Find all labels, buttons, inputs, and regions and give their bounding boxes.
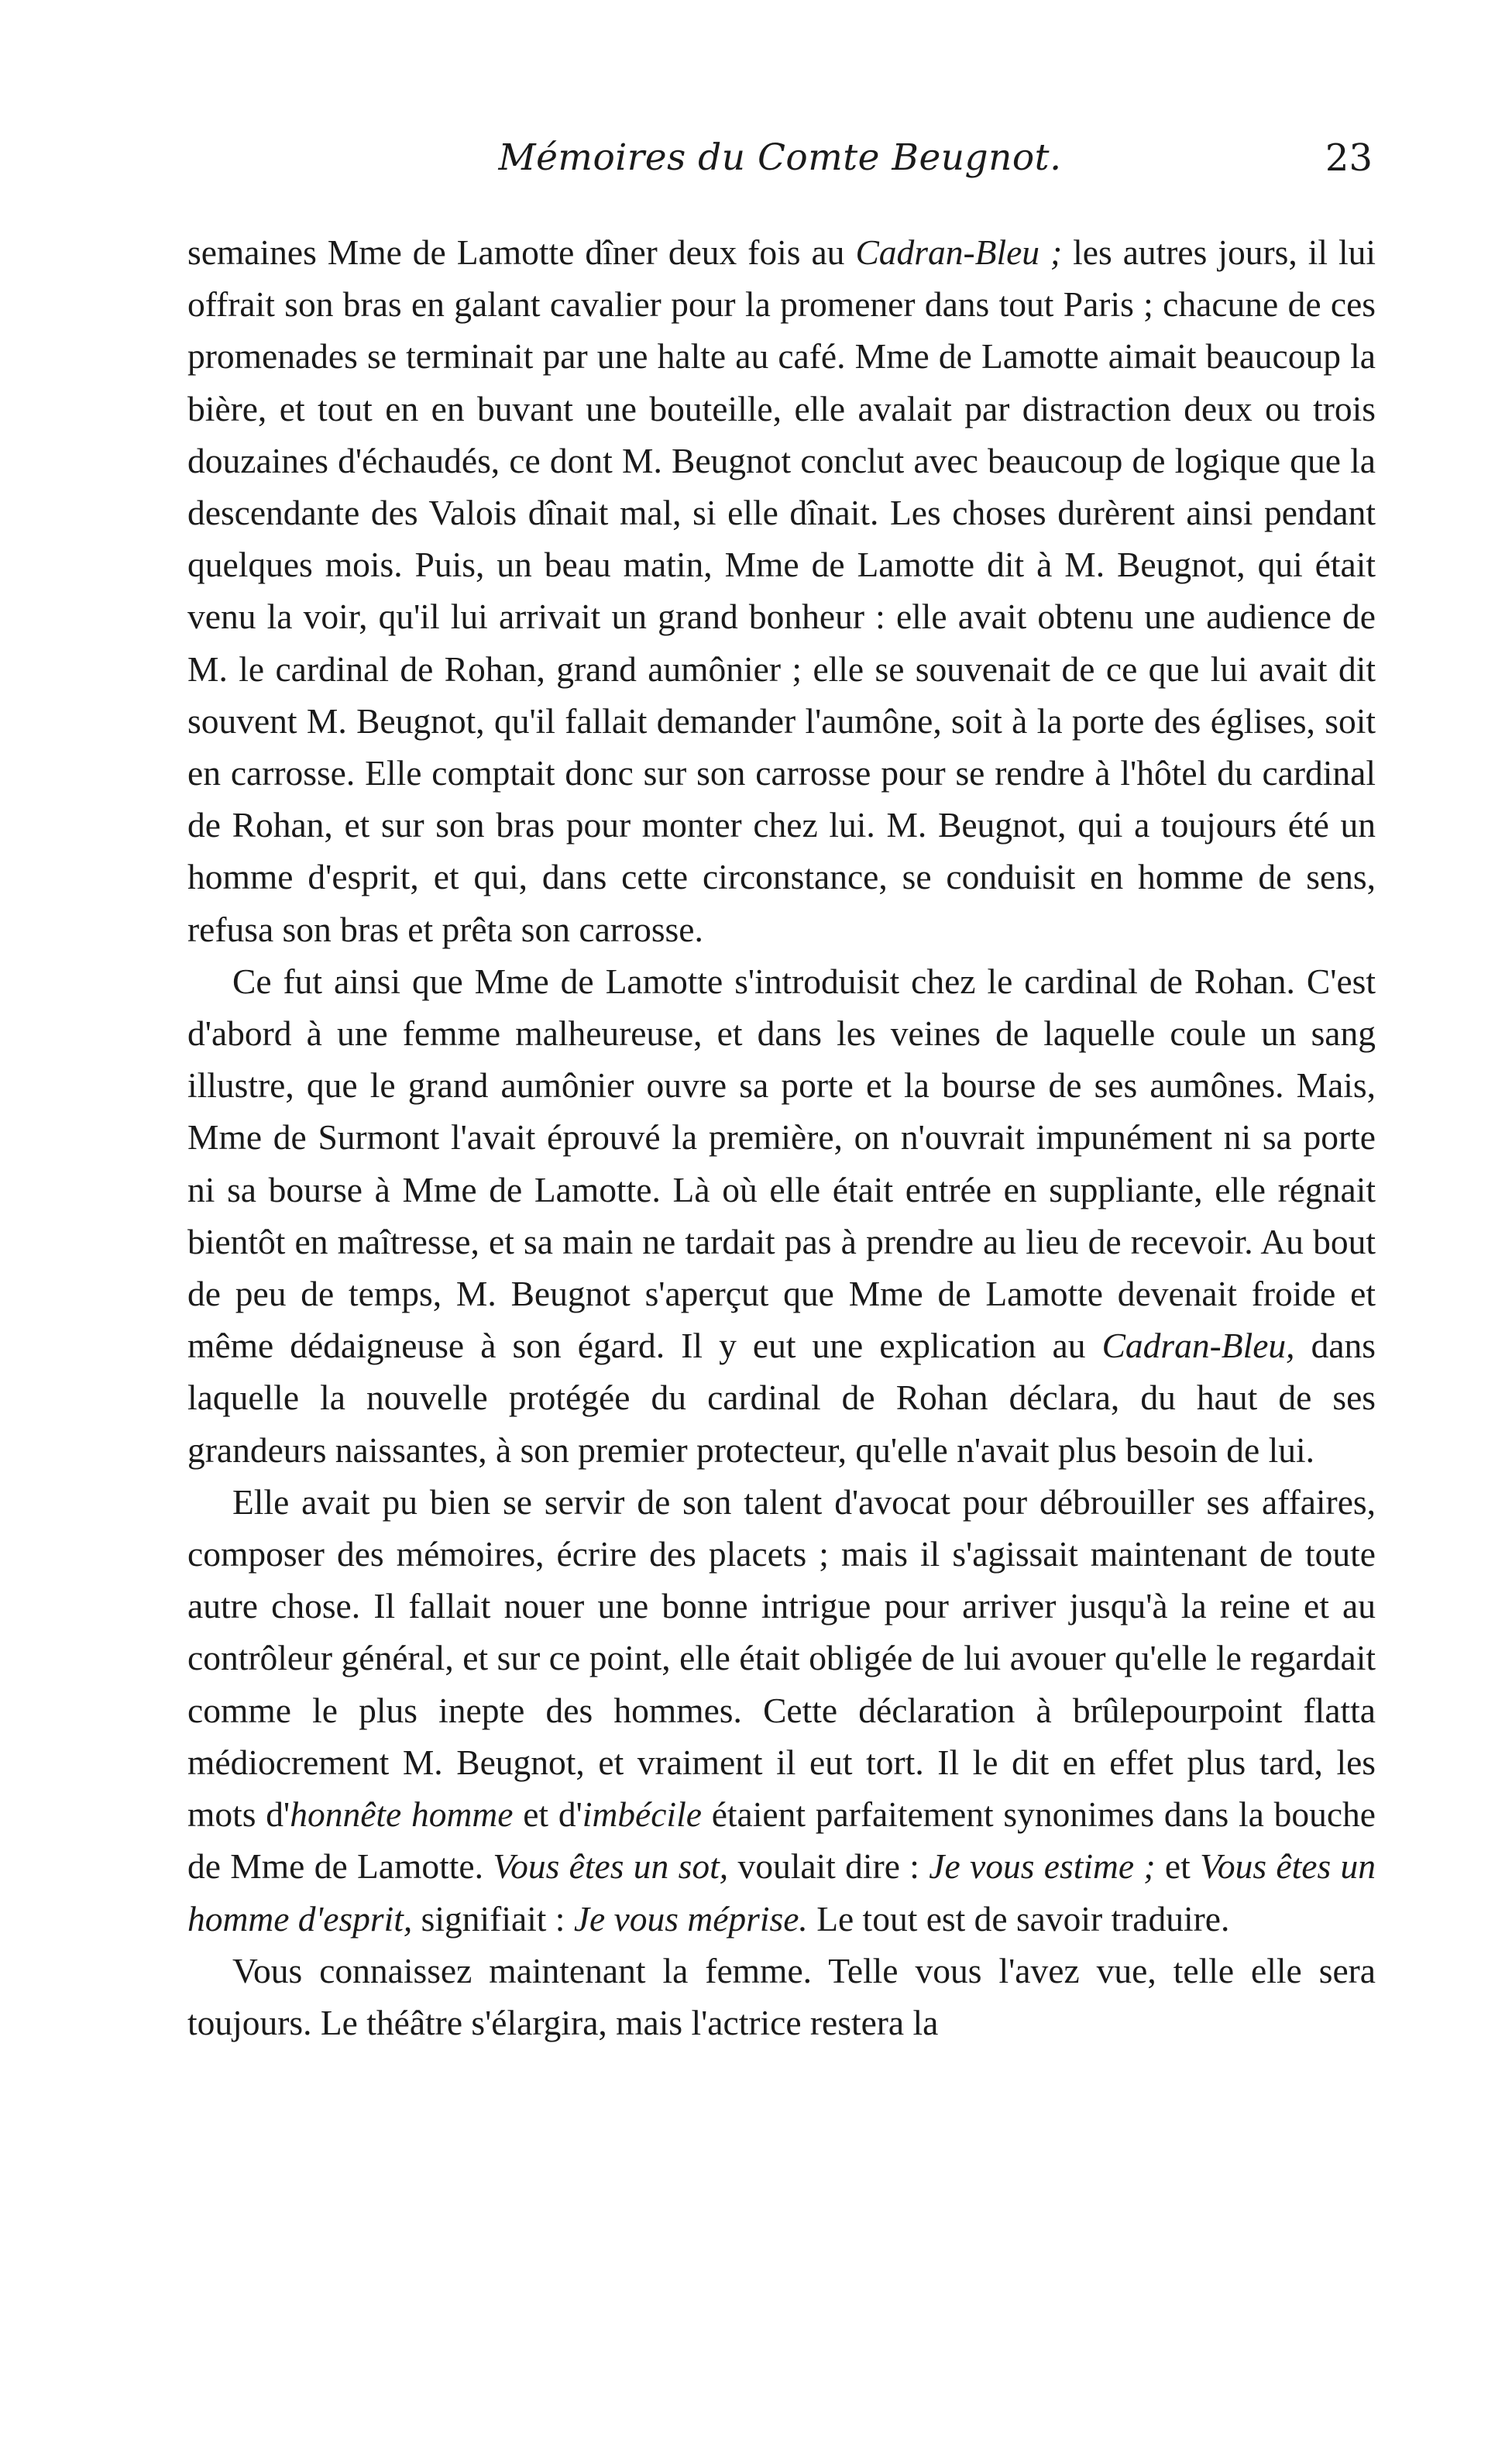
running-header bbox=[187, 136, 1373, 198]
text-run: Vous connaissez maintenant la femme. Telle vous l'avez vue, telle elle sera toujours. Le théâtre s'élargira, mais l'actrice restera la bbox=[187, 1950, 1376, 2042]
italic-text: Je vous méprise. bbox=[573, 1898, 808, 1939]
italic-text: Je vous estime ; bbox=[929, 1846, 1156, 1887]
text-run: étaient parfaitement synonimes dans la bouche de Mme de Lamotte. bbox=[187, 1794, 1376, 1887]
paragraph bbox=[187, 226, 1376, 955]
italic-text: Vous êtes un homme d'esprit, bbox=[187, 1846, 1376, 1939]
text-run: dans laquelle la nouvelle protégée du cardinal de Rohan déclara, du haut de ses grandeurs naissantes, à son premier protecteur, qu'elle n'avait plus besoin de lui. bbox=[187, 1326, 1376, 1470]
italic-text: Vous êtes un sot, bbox=[493, 1846, 729, 1887]
text-run: et d' bbox=[513, 1794, 582, 1835]
text-run: les autres jours, il lui offrait son bras en galant cavalier pour la promener dans tout Paris ; chacune de ces promenades se terminait par une halte au café. Mme de Lamotte aimait beaucoup la bière, et tout en en buvant une bouteille, elle avalait par distraction deux ou trois douzaines d'échaudés, ce dont M. Beugnot conclut avec beaucoup de logique que la descendante des Valois dînait mal, si elle dînait. Les choses durèrent ainsi pendant quelques mois. Puis, un beau matin, Mme de Lamotte dit à M. Beugnot, qui était venu la voir, qu'il lui arrivait un grand bonheur : elle avait obtenu une audience de M. le cardinal de Rohan, grand aumônier ; elle se souvenait de ce que lui avait dit souvent M. Beugnot, qu'il fallait demander l'aumône, soit à la porte des églises, soit en carrosse. Elle comptait donc sur son carrosse pour se rendre à l'hôtel du cardinal de Rohan, et sur son bras pour monter chez lui. M. Beugnot, qui a toujours été un homme d'esprit, et qui, dans cette circonstance, se conduisit en homme de sens, refusa son bras et prêta son carrosse. bbox=[187, 232, 1376, 949]
text-run: voulait dire : bbox=[728, 1846, 930, 1887]
italic-text: honnête homme bbox=[290, 1794, 514, 1835]
italic-text: imbécile bbox=[582, 1794, 702, 1835]
paragraph bbox=[187, 1945, 1376, 2049]
page-number: 23 bbox=[1325, 136, 1373, 180]
italic-text: Cadran-Bleu ; bbox=[855, 232, 1063, 272]
text-run: Elle avait pu bien se servir de son talent d'avocat pour débrouiller ses affaires, composer des mémoires, écrire des placets ; mais il s'agissait maintenant de toute autre chose. Il fallait nouer une bonne intrigue pour arriver jusqu'à la reine et au contrôleur général, et sur ce point, elle était obligée de lui avouer qu'elle le regardait comme le plus inepte des hommes. Cette déclaration à brûlepourpoint flatta médiocrement M. Beugnot, et vraiment il eut tort. Il le dit en effet plus tard, les mots d' bbox=[187, 1481, 1376, 1835]
body-text bbox=[187, 226, 1376, 2049]
italic-text: Cadran-Bleu, bbox=[1101, 1326, 1295, 1366]
text-run: et bbox=[1155, 1846, 1201, 1887]
paragraph bbox=[187, 1476, 1376, 1945]
paragraph bbox=[187, 955, 1376, 1476]
text-run: Ce fut ainsi que Mme de Lamotte s'introduisit chez le cardinal de Rohan. C'est d'abord à une femme malheureuse, et dans les veines de laquelle coule un sang illustre, que le grand aumônier ouvre sa porte et la bourse de ses aumônes. Mais, Mme de Surmont l'avait éprouvé la première, on n'ouvrait impunément ni sa porte ni sa bourse à Mme de Lamotte. Là où elle était entrée en suppliante, elle régnait bientôt en maîtresse, et sa main ne tardait pas à prendre au lieu de recevoir. Au bout de peu de temps, M. Beugnot s'aperçut que Mme de Lamotte devenait froide et même dédaigneuse à son égard. Il y eut une explication au bbox=[187, 961, 1376, 1366]
text-run: semaines Mme de Lamotte dîner deux fois au bbox=[187, 232, 856, 272]
running-title: Mémoires du Comte Beugnot. bbox=[498, 136, 1062, 179]
text-run: signifiait : bbox=[412, 1898, 574, 1939]
text-run: Le tout est de savoir traduire. bbox=[807, 1898, 1230, 1939]
